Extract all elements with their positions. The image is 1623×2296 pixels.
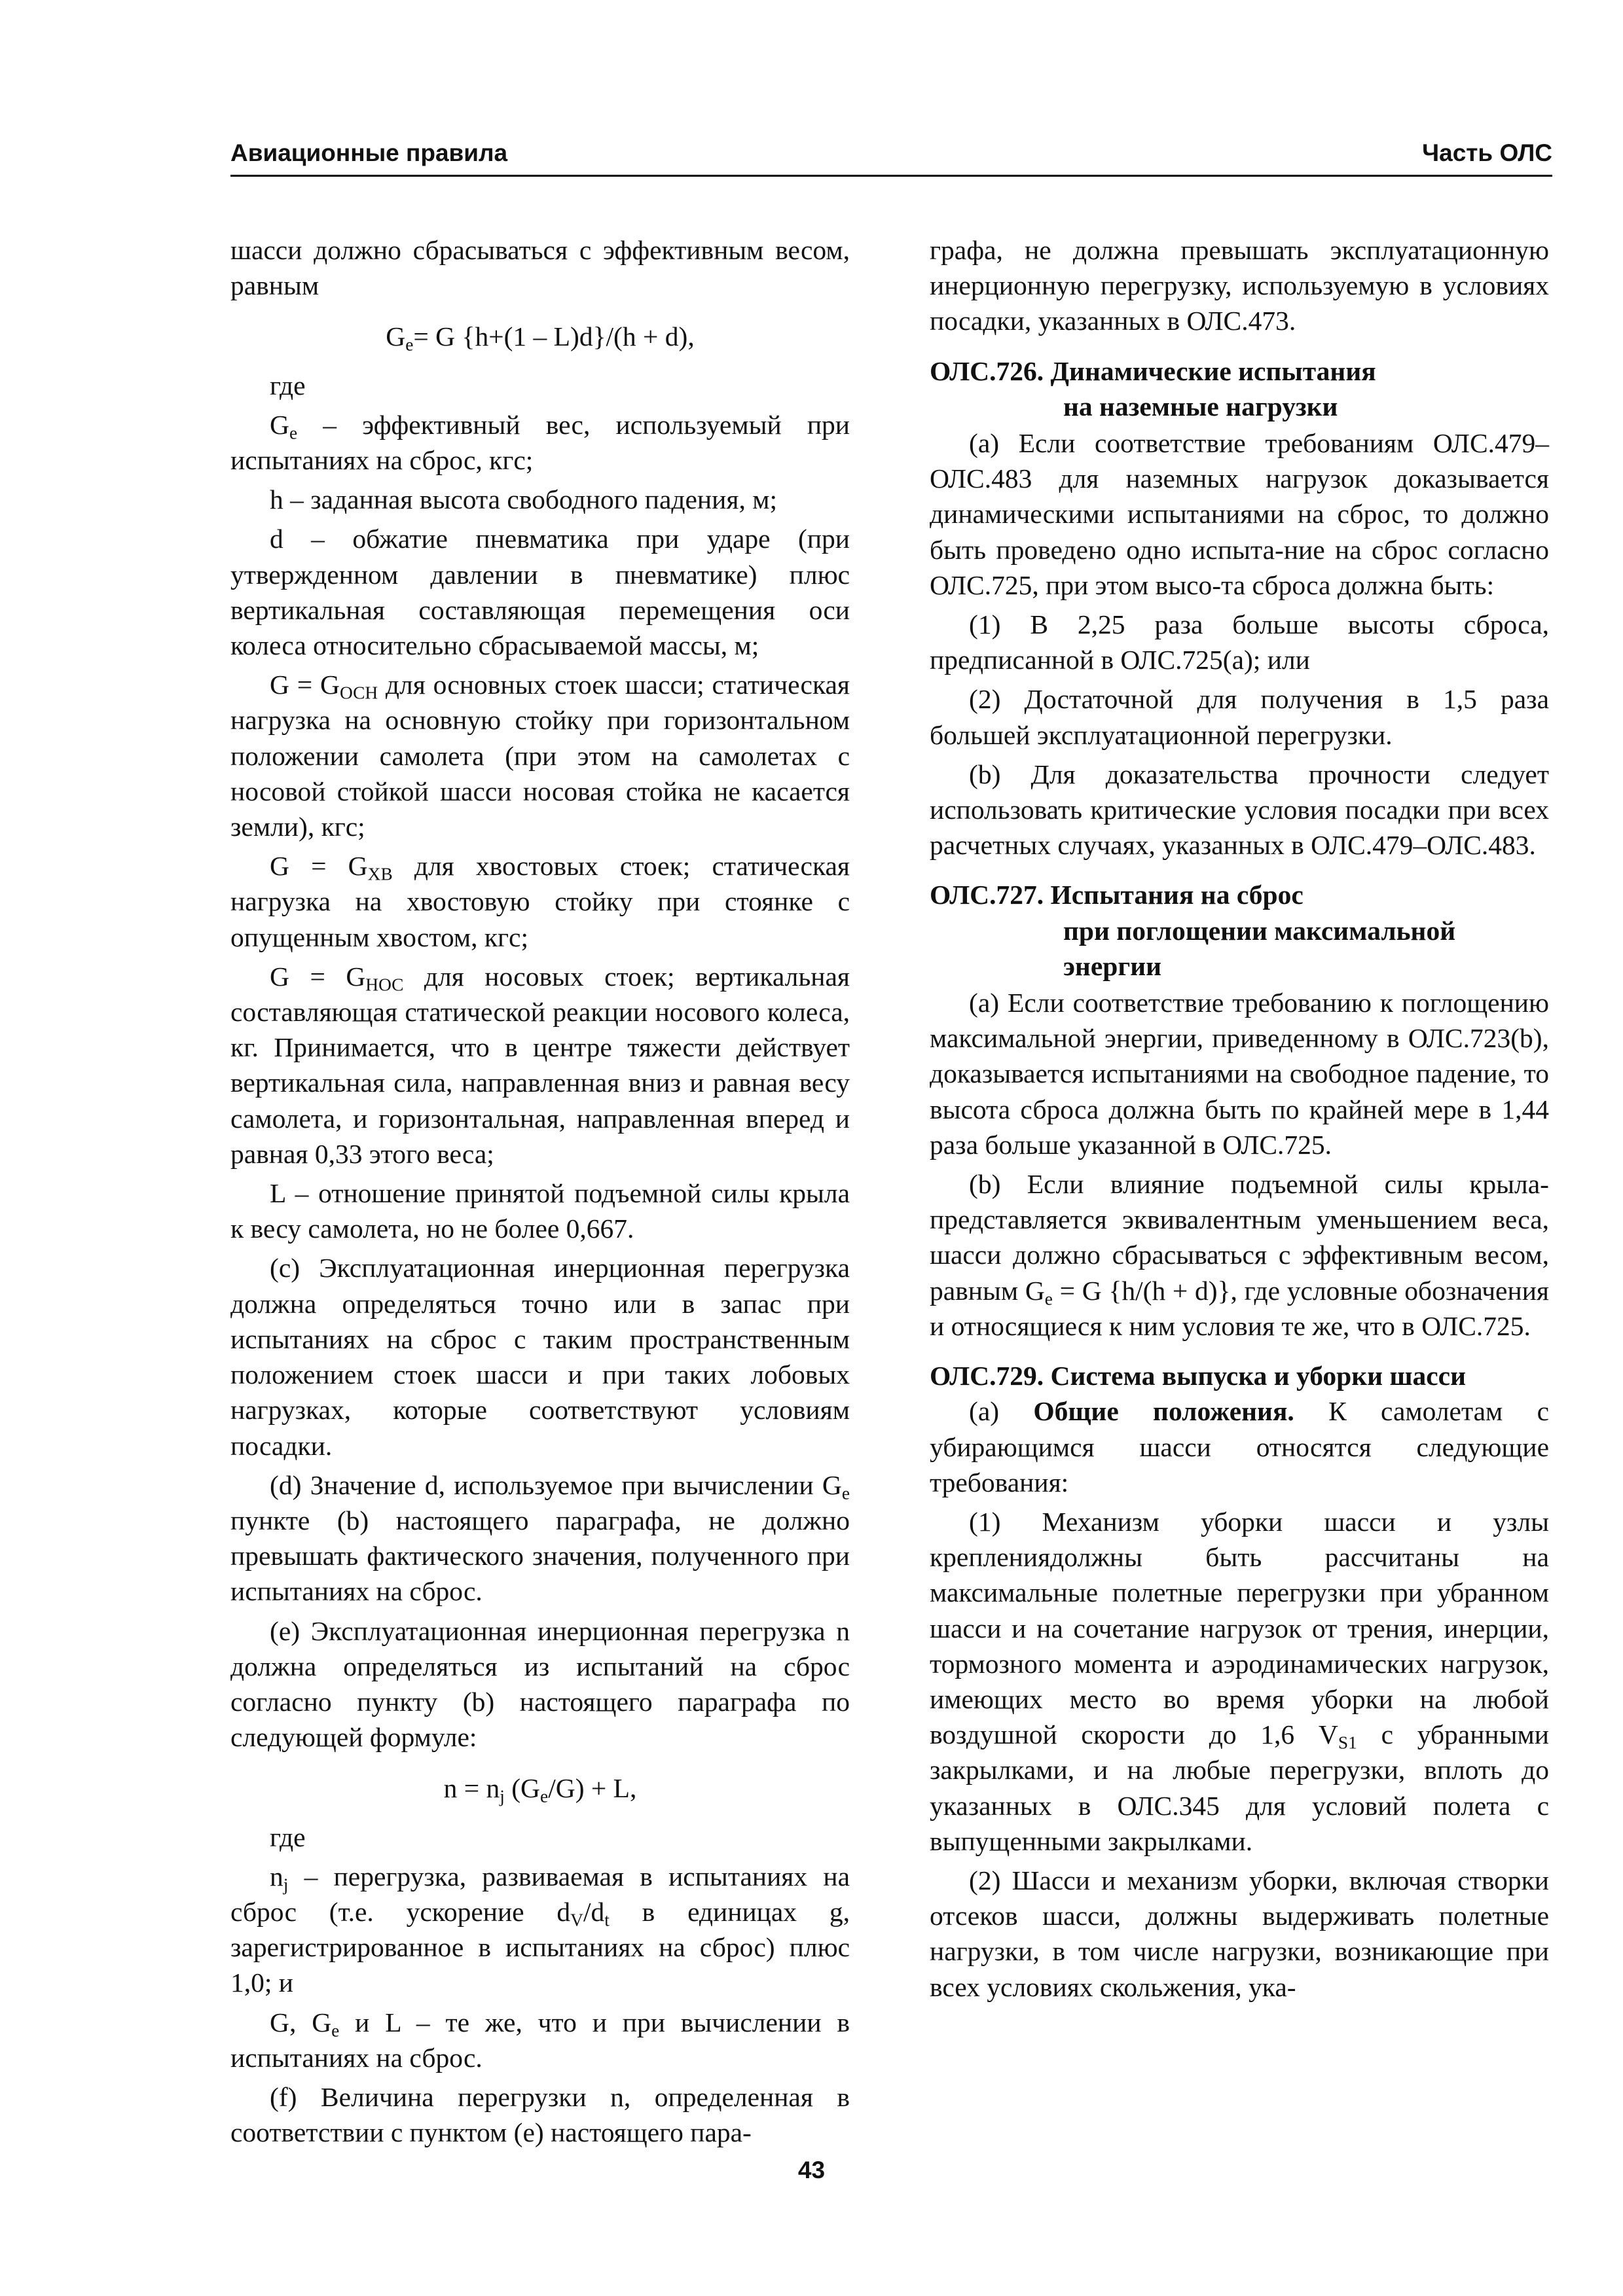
paragraph-e: (e) Эксплуатационная инерционная перегрузка n должна определяться из испытаний на сброс согласно пункту (b) настоящего параграфа по следующей формуле:: [230, 1615, 850, 1753]
paragraph-727a: (a) Если соответствие требованию к поглощению максимальной энергии, приведенному в ОЛС.723(b), доказывается испытаниями на свободное падение, то высота сброса должна быть по крайней мере в 1,44 раза больше указанной в ОЛС.725.: [930, 988, 1549, 1160]
definition-gxb: $G = G_{ХВ}$ для хвостовых стоек; статическая нагрузка на хвостовую стойку при стоянке с опущенным хвостом, кгс;: [230, 851, 850, 952]
definition-nj: $n_j$ – перегрузка, развиваемая в испытаниях на сброс (т.е. ускорение $d_V/d_t$ в единицах g, зарегистрированное в испытаниях на сброс) плюс 1,0; и: [230, 1861, 850, 1998]
paragraph-c: (c) Эксплуатационная инерционная перегрузка должна определяться точно или в запас при испытаниях на сброс с таким пространственным положением стоек шасси и при таких лобовых нагрузках, которые соответствуют условиям посадки.: [230, 1253, 850, 1461]
definition-goch: $G = G_{ОСН}$ для основных стоек шасси; статическая нагрузка на основную стойку при горизонтальном положении самолета (при этом на самолетах с носовой стойкой шасси носовая стойка не касается земли), кгс;: [230, 670, 850, 842]
section-heading-727: ОЛС.727. Испытания на сброс: [930, 880, 1304, 910]
header-part: Часть ОЛС: [1422, 139, 1552, 166]
definition-ggl: G, $G_e$ и L – те же, что и при вычислении в испытаниях на сброс.: [230, 2007, 850, 2073]
paragraph-729a: (a) Общие положения. К самолетам с убирающимся шасси относятся следующие требования:: [930, 1396, 1550, 1498]
paragraph-729-2: (2) Шасси и механизм уборки, включая створки отсеков шасси, должны выдерживать полетные нагрузки, в том числе нагрузки, возникающие при всех условиях скольжения, ука-: [930, 1865, 1549, 2002]
definition-h: h – заданная высота свободного падения, м;: [270, 484, 777, 515]
formula-effective-weight: $G_e= G$ {h+(1 – L)d}/(h + d),: [386, 321, 695, 355]
section-heading-729: ОЛС.729. Система выпуска и уборки шасси: [930, 1361, 1466, 1391]
paragraph-726-2: (2) Достаточной для получения в 1,5 раза большей эксплуатационной перегрузки.: [930, 684, 1549, 750]
paragraph: где: [270, 370, 306, 401]
section-heading-727-cont: при поглощении максимальной: [1063, 915, 1456, 946]
paragraph-729-1: (1) Механизм уборки шасси и узлы креплениядолжны быть рассчитаны на максимальные полетные перегрузки при убранном шасси и на сочетание нагрузок от трения, инерции, тормозного момента и аэродинамических нагрузок, имеющих место во время уборки на любой воздушной скорости до 1,6 $V_{S1}$ с убранными закрылками, и на любые перегрузки, вплоть до указанных в ОЛС.345 для условий полета с выпущенными закрылками.: [930, 1506, 1549, 1856]
paragraph-726a: (a) Если соответствие требованиям ОЛС.479–ОЛС.483 для наземных нагрузок доказывается динамическими испытаниями на сброс, то должно быть проведено одно испыта-ние на сброс согласно ОЛС.725, при этом высо-та сброса должна быть:: [930, 428, 1549, 600]
definition-ge: $G_e$ – эффективный вес, используемый при испытаниях на сброс, кгс;: [230, 409, 850, 476]
definition-l: L – отношение принятой подъемной силы крыла к весу самолета, но не более 0,667.: [230, 1178, 850, 1244]
paragraph-726b: (b) Для доказательства прочности следует использовать критические условия посадки при всех расчетных случаях, указанных в ОЛС.479–ОЛС.483.: [930, 759, 1549, 861]
section-heading-727-cont2: энергии: [1063, 950, 1162, 981]
paragraph-f: (f) Величина перегрузки n, определенная в соответствии с пунктом (e) настоящего пара-: [230, 2081, 850, 2148]
paragraph-d: (d) Значение d, используемое при вычислении $G_e$ пункте (b) настоящего параграфа, не должно превышать фактического значения, полученного при испытаниях на сброс.: [230, 1469, 850, 1607]
definition-d: d – обжатие пневматика при ударе (при утвержденном давлении в пневматике) плюс вертикальная составляющая перемещения оси колеса относительно сбрасываемой массы, м;: [230, 524, 850, 661]
running-header: [230, 134, 1552, 177]
header-title: Авиационные правила: [230, 139, 508, 166]
paragraph-continued: графа, не должна превышать эксплуатационную инерционную перегрузку, используемую в условиях посадки, указанных в ОЛС.473.: [930, 235, 1549, 336]
page-number: 43: [797, 2157, 826, 2183]
left-column: [230, 232, 850, 2154]
paragraph: шасси должно сбрасываться с эффективным весом, равным: [230, 235, 850, 301]
definition-gnoc: $G = G_{НОС}$ для носовых стоек; вертикальная составляющая статической реакции носового колеса, кг. Принимается, что в центре тяжести действует вертикальная сила, направленная вниз и равная весу самолета, и горизонтальная, направленная вперед и равная 0,33 этого веса;: [230, 961, 850, 1169]
paragraph-726-1: (1) В 2,25 раза больше высоты сброса, предписанной в ОЛС.725(a); или: [930, 609, 1549, 675]
formula-load-factor: $n = n_j$ $(G_e/G) + L$,: [443, 1773, 637, 1806]
paragraph-727b: (b) Если влияние подъемной силы крыла-представляется эквивалентным уменьшением веса, шасси должно сбрасываться с эффективным весом, равным $G_e = G$ {h/(h + d)}, где условные обозначения и относящиеся к ним условия те же, что в ОЛС.725.: [930, 1169, 1549, 1341]
right-column: [930, 232, 1549, 2009]
paragraph: где: [270, 1821, 306, 1852]
section-heading-726-cont: на наземные нагрузки: [1063, 391, 1338, 422]
section-heading-726: ОЛС.726. Динамические испытания: [930, 355, 1376, 386]
